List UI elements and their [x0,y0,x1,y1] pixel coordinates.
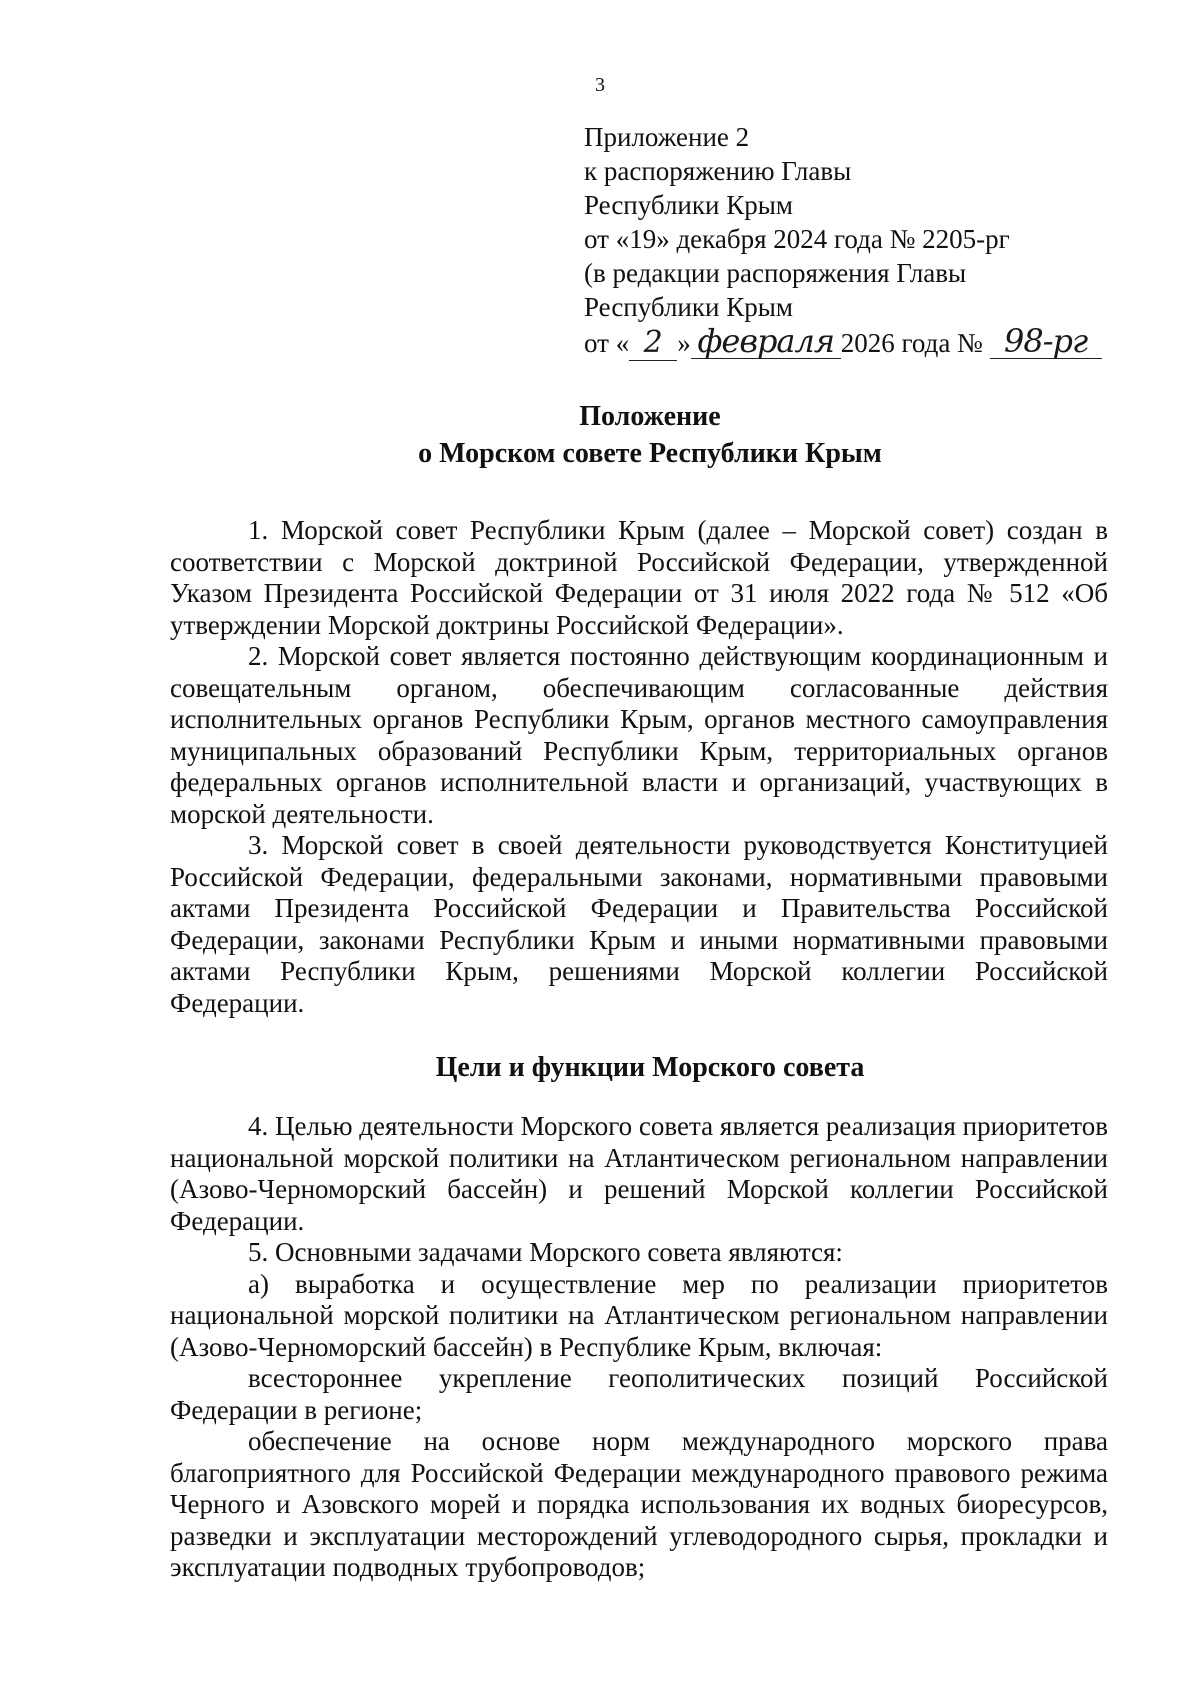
title-line-2: о Морском совете Республики Крым [418,438,882,469]
appendix-line: Республики Крым [584,190,793,220]
paragraph: а) выработка и осуществление мер по реализации приоритетов национальной морской политики на Атлантическом региональном направлении (Азово-Черноморский бассейн) в Республике Крым, включая: [170,1268,1108,1362]
paragraph: 5. Основными задачами Морского совета являются: [248,1237,843,1267]
appendix-line: Республики Крым [584,292,793,322]
handwritten-month: февраля [691,324,841,359]
appendix-line: от «19» декабря 2024 года № 2205-рг [584,224,1010,254]
appendix-line: (в редакции распоряжения Главы [584,258,967,288]
paragraph: 1. Морской совет Республики Крым (далее – Морской совет) создан в соответствии с Морской доктриной Российской Федерации, утвержденной Указом Президента Российской Федерации от 31 июля 2022 года № 512 «Об утверждении Морской доктрины Российской Федерации». [170,515,1108,640]
title-line-1: Положение [579,401,721,432]
amendment-date-line [584,324,1144,361]
appendix-line: Приложение 2 [584,122,750,152]
amendment-year-text: 2026 года № [840,328,983,358]
handwritten-day: 2 [629,326,677,361]
appendix-line: к распоряжению Главы [584,156,852,186]
paragraph: 2. Морской совет является постоянно действующим координационным и совещательным органом, обеспечивающим согласованные действия исполнительных органов Республики Крым, органов местного самоуправления муниципальных образований Республики Крым, территориальных органов федеральных органов исполнительной власти и организаций, участвующих в морской деятельности. [170,641,1108,829]
amendment-date-quote: » [677,328,691,358]
body-section-goals [170,1111,1108,1584]
paragraph: обеспечение на основе норм международного морского права благоприятного для Российской Федерации международного правового режима Черного и Азовского морей и порядка использования их водных биоресурсов, разведки и эксплуатации месторождений углеводородного сырья, прокладки и эксплуатации подводных трубопроводов; [170,1426,1108,1582]
paragraph: всестороннее укрепление геополитических позиций Российской Федерации в регионе; [170,1363,1108,1425]
body-section-general [170,515,1108,1019]
paragraph: 3. Морской совет в своей деятельности руководствуется Конституцией Российской Федерации, федеральными законами, нормативными правовыми актами Президента Российской Федерации и Правительства Российской Федерации, законами Республики Крым и иными нормативными правовыми актами Республики Крым, решениями Морской коллегии Российской Федерации. [170,830,1108,1018]
amendment-date-prefix: от « [584,328,630,358]
section-title: Цели и функции Морского совета [435,1052,865,1083]
page-number: 3 [595,74,605,96]
appendix-header [584,120,1144,361]
paragraph: 4. Целью деятельности Морского совета является реализация приоритетов национальной морской политики на Атлантическом региональном направлении (Азово-Черноморский бассейн) и решений Морской коллегии Российской Федерации. [170,1111,1108,1236]
handwritten-order-number: 98-рг [990,324,1102,359]
document-title [170,398,1130,472]
